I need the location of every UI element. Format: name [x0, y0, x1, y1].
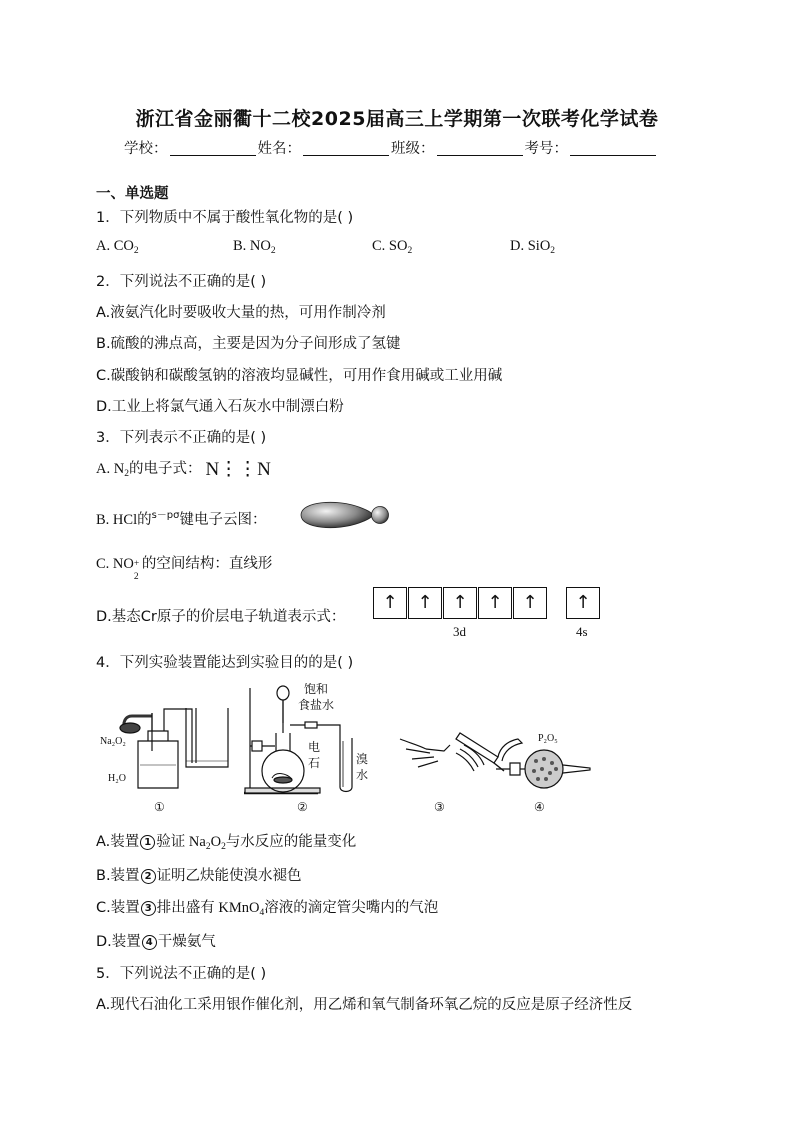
label-fig-1: ① — [154, 800, 165, 814]
label-dian: 电 — [308, 740, 321, 754]
label-xiu: 溴 — [356, 752, 369, 766]
label-4s: 4s — [576, 624, 588, 639]
label-shi: 石 — [308, 756, 321, 770]
n2-electron-formula: N⋮⋮N — [205, 459, 271, 480]
q2-option-d: D.工业上将氯气通入石灰水中制漂白粉 — [96, 399, 344, 415]
apparatus-3 — [400, 733, 522, 814]
q2-stem: 2．下列说法不正确的是( ) — [96, 274, 267, 290]
orbital-3d-1: ↑ — [373, 587, 407, 619]
orbital-3d-5: ↑ — [513, 587, 547, 619]
orbital-3d-3: ↑ — [443, 587, 477, 619]
q4-stem: 4．下列实验装置能达到实验目的的是( ) — [96, 655, 354, 671]
label-saturated: 饱和 — [304, 683, 329, 696]
label-na2o2: Na₂O₂ — [100, 736, 126, 747]
q4-option-a: A.装置 1 验证 $Na_2O_2$与水反应的能量变化 — [96, 834, 357, 852]
orbital-3d-4: ↑ — [478, 587, 512, 619]
q3-stem: 3．下列表示不正确的是( ) — [96, 430, 267, 446]
page-title: 浙江省金丽衢十二校2025届高三上学期第一次联考化学试卷 — [135, 108, 659, 130]
q4-option-c: C.装置 3 排出盛有 KMnO$_4$溶液的滴定管尖嘴内的气泡 — [96, 900, 439, 918]
q1-option-d: D. SiO$_2$ — [510, 238, 556, 256]
q1-stem: 1．下列物质中不属于酸性氧化物的是( ) — [96, 210, 354, 226]
label-shui: 水 — [356, 768, 369, 782]
school-label: 学校： — [124, 141, 168, 157]
label-fig-3: ③ — [434, 800, 445, 814]
orbital-4s: ↑ — [566, 587, 600, 619]
q4-option-b: B.装置 2 证明乙炔能使溴水褪色 — [96, 868, 302, 884]
orbital-3d-2: ↑ — [408, 587, 442, 619]
label-fig-4: ④ — [534, 800, 545, 814]
school-blank[interactable] — [170, 141, 256, 156]
q5-stem: 5．下列说法不正确的是( ) — [96, 966, 267, 982]
label-fig-2: ② — [297, 800, 308, 814]
q4-option-d: D.装置 4 干燥氨气 — [96, 934, 216, 950]
section-heading: 一、单选题 — [96, 186, 169, 202]
q2-option-b: B.硫酸的沸点高，主要是因为分子间形成了氢键 — [96, 336, 401, 352]
label-p2o5: P₂O₅ — [538, 733, 558, 744]
student-info-row — [124, 137, 658, 158]
q3-option-d: D.基态Cr原子的价层电子轨道表示式： — [96, 609, 346, 625]
name-blank[interactable] — [303, 141, 389, 156]
number-blank[interactable] — [570, 141, 656, 156]
label-brine: 食盐水 — [298, 698, 335, 712]
q2-option-a: A.液氨汽化时要吸收大量的热，可用作制冷剂 — [96, 305, 386, 321]
s-p-sigma-orbital-icon — [297, 497, 392, 535]
class-blank[interactable] — [437, 141, 523, 156]
label-3d: 3d — [453, 624, 466, 639]
q3-option-c: C. NO + 2 的空间结构：直线形 — [96, 556, 273, 582]
label-h2o: H₂O — [108, 773, 126, 784]
q3-option-a: A. $N_2$的电子式： N⋮⋮N — [96, 459, 271, 480]
apparatus-4 — [496, 733, 590, 814]
q1-option-a: A. $CO_2$ — [96, 238, 139, 256]
number-label: 考号： — [524, 141, 568, 157]
name-label: 姓名： — [257, 141, 301, 157]
q1-option-b: B. $NO_2$ — [233, 238, 276, 256]
apparatus-2 — [244, 683, 368, 814]
q5-option-a: A.现代石油化工采用银作催化剂，用乙烯和氧气制备环氧乙烷的反应是原子经济性反 — [96, 997, 633, 1013]
apparatus-1 — [100, 708, 228, 814]
q2-option-c: C.碳酸钠和碳酸氢钠的溶液均显碱性，可用作食用碱或工业用碱 — [96, 368, 503, 384]
q3-option-b: B. HCl的$^{s-p\sigma}$键电子云图： — [96, 510, 267, 528]
q1-option-c: C. $SO_2$ — [372, 238, 413, 256]
class-label: 班级： — [391, 141, 435, 157]
apparatus-figure — [100, 683, 610, 818]
